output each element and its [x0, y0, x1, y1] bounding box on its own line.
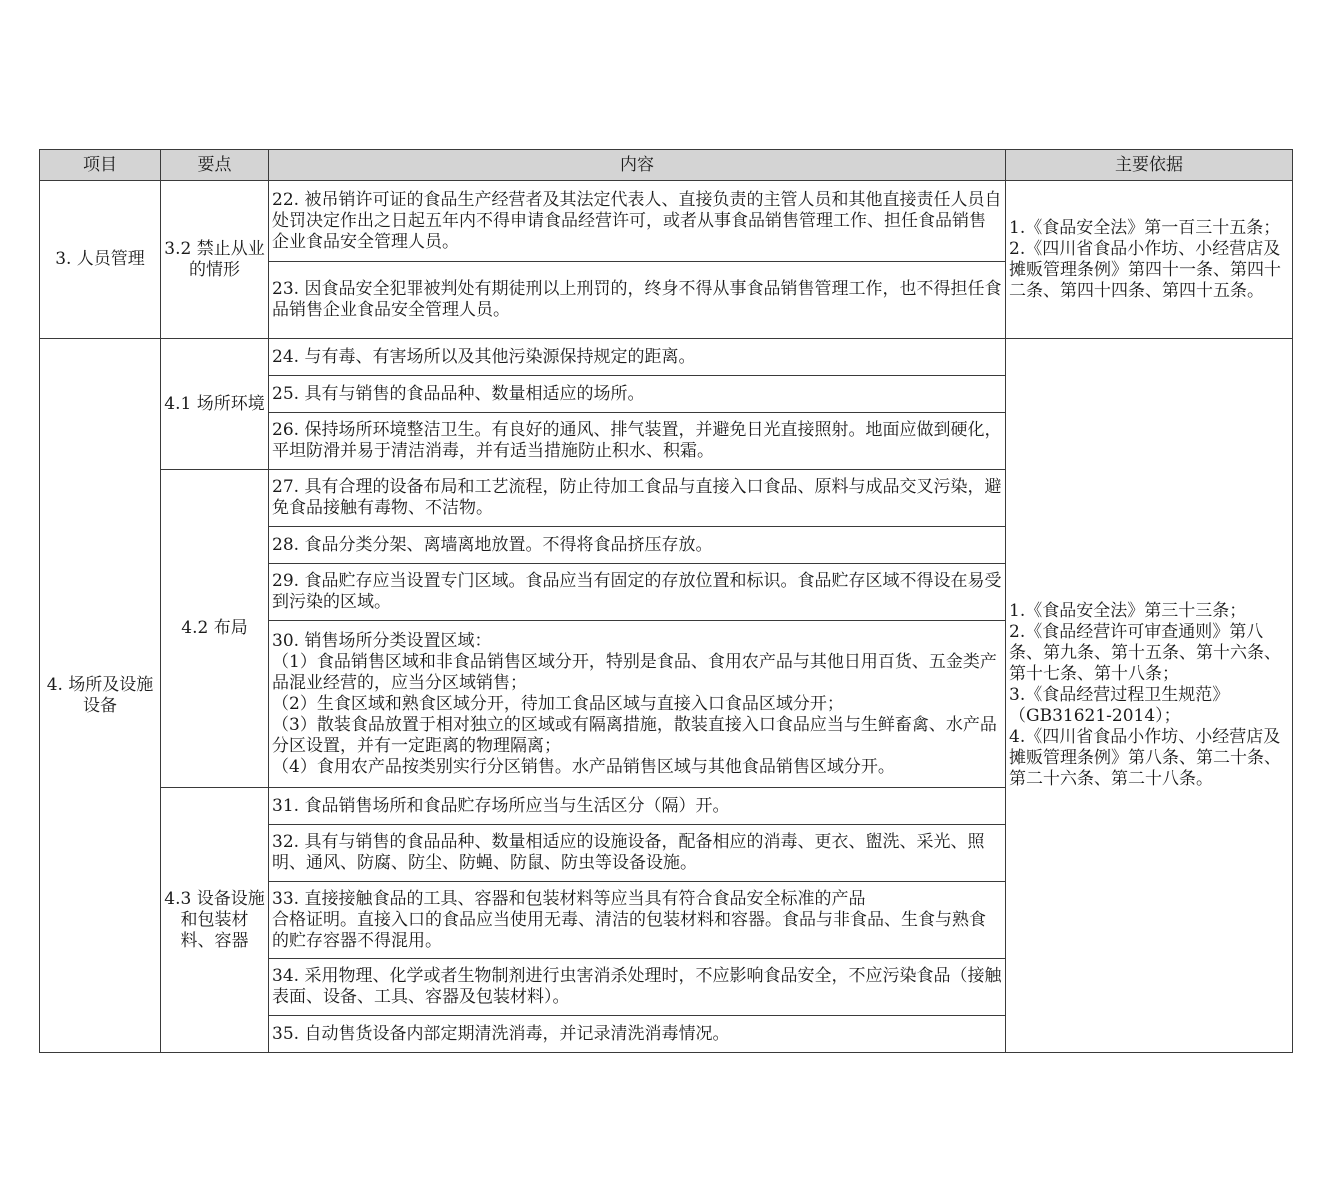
header-point: 要点	[161, 150, 269, 181]
project-cell: 3. 人员管理	[40, 181, 161, 339]
content-cell: 24. 与有毒、有害场所以及其他污染源保持规定的距离。	[269, 339, 1006, 376]
content-cell: 32. 具有与销售的食品品种、数量相适应的设施设备，配备相应的消毒、更衣、盥洗、采光、照明、通风、防腐、防尘、防蝇、防鼠、防虫等设备设施。	[269, 825, 1006, 882]
content-cell: 34. 采用物理、化学或者生物制剂进行虫害消杀处理时，不应影响食品安全，不应污染食品（接触表面、设备、工具、容器及包装材料）。	[269, 959, 1006, 1016]
table-row	[40, 181, 1293, 262]
content-cell: 33. 直接接触食品的工具、容器和包装材料等应当具有符合食品安全标准的产品 合格证明。直接入口的食品应当使用无毒、清洁的包装材料和容器。食品与非食品、生食与熟食的贮存容器不得混用。	[269, 882, 1006, 959]
content-cell: 27. 具有合理的设备布局和工艺流程，防止待加工食品与直接入口食品、原料与成品交叉污染，避免食品接触有毒物、不洁物。	[269, 470, 1006, 527]
content-cell: 23. 因食品安全犯罪被判处有期徒刑以上刑罚的，终身不得从事食品销售管理工作，也不得担任食品销售企业食品安全管理人员。	[269, 262, 1006, 339]
content-cell: 22. 被吊销许可证的食品生产经营者及其法定代表人、直接负责的主管人员和其他直接责任人员自处罚决定作出之日起五年内不得申请食品经营许可，或者从事食品销售管理工作、担任食品销售企业食品安全管理人员。	[269, 181, 1006, 262]
point-cell: 3.2 禁止从业的情形	[161, 181, 269, 339]
content-cell: 26. 保持场所环境整洁卫生。有良好的通风、排气装置，并避免日光直接照射。地面应做到硬化，平坦防滑并易于清洁消毒，并有适当措施防止积水、积霜。	[269, 413, 1006, 470]
basis-cell: 1.《食品安全法》第三十三条； 2.《食品经营许可审查通则》第八条、第九条、第十五条、第十六条、第十七条、第十八条； 3.《食品经营过程卫生规范》（GB31621-2014）； 4.《四川省食品小作坊、小经营店及摊贩管理条例》第八条、第二十条、第二十六条、第二十八条。	[1006, 339, 1293, 1053]
point-cell: 4.2 布局	[161, 470, 269, 788]
regulation-table	[39, 149, 1293, 1053]
content-cell: 30. 销售场所分类设置区域： （1）食品销售区域和非食品销售区域分开，特别是食品、食用农产品与其他日用百货、五金类产品混业经营的，应当分区域销售； （2）生食区域和熟食区域分开，待加工食品区域与直接入口食品区域分开； （3）散装食品放置于相对独立的区域或有隔离措施，散装直接入口食品应当与生鲜畜禽、水产品分区设置，并有一定距离的物理隔离； （4）食用农产品按类别实行分区销售。水产品销售区域与其他食品销售区域分开。	[269, 621, 1006, 788]
content-cell: 31. 食品销售场所和食品贮存场所应当与生活区分（隔）开。	[269, 788, 1006, 825]
header-project: 项目	[40, 150, 161, 181]
content-cell: 35. 自动售货设备内部定期清洗消毒，并记录清洗消毒情况。	[269, 1016, 1006, 1053]
header-row	[40, 150, 1293, 181]
content-cell: 28. 食品分类分架、离墙离地放置。不得将食品挤压存放。	[269, 527, 1006, 564]
point-cell: 4.3 设备设施和包装材料、容器	[161, 788, 269, 1053]
content-cell: 25. 具有与销售的食品品种、数量相适应的场所。	[269, 376, 1006, 413]
content-cell: 29. 食品贮存应当设置专门区域。食品应当有固定的存放位置和标识。食品贮存区域不得设在易受到污染的区域。	[269, 564, 1006, 621]
table-row	[40, 339, 1293, 376]
basis-cell: 1.《食品安全法》第一百三十五条； 2.《四川省食品小作坊、小经营店及摊贩管理条例》第四十一条、第四十二条、第四十四条、第四十五条。	[1006, 181, 1293, 339]
header-content: 内容	[269, 150, 1006, 181]
project-cell: 4. 场所及设施设备	[40, 339, 161, 1053]
header-basis: 主要依据	[1006, 150, 1293, 181]
point-cell: 4.1 场所环境	[161, 339, 269, 470]
